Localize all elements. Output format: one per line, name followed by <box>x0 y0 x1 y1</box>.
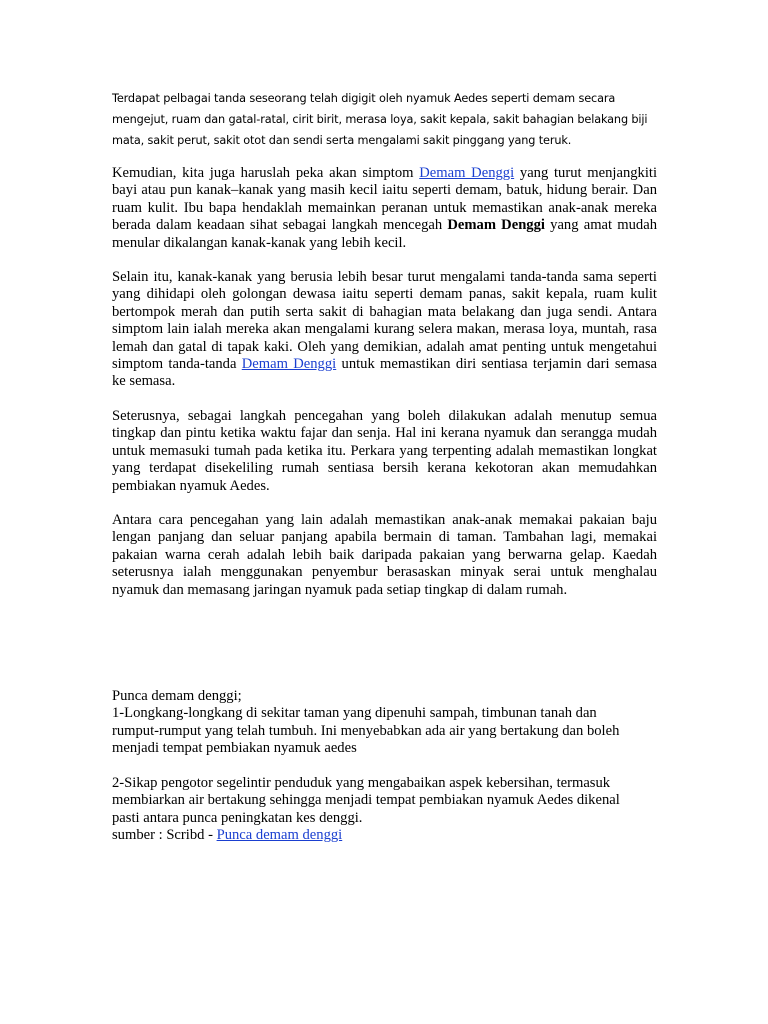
punca-item-2-line-3: pasti antara punca peningkatan kes denggi. <box>112 809 363 826</box>
demam-denggi-link-1[interactable]: Demam Denggi <box>419 165 515 181</box>
paragraph-symptoms-older <box>112 269 657 391</box>
intro-paragraph: Terdapat pelbagai tanda seseorang telah digigit oleh nyamuk Aedes seperti demam secara mengejut, ruam dan gatal-ratal, cirit birit, merasa loya, sakit kepala, sakit bahagian belakang biji mata, sakit perut, sakit otot dan sendi serta mengalami sakit pinggang yang teruk. <box>112 92 648 147</box>
source-link[interactable]: Punca demam denggi <box>216 827 343 844</box>
p1-text-a: Kemudian, kita juga haruslah peka akan simptom <box>112 165 420 181</box>
p1-text-c: yang amat mudah menular dikalangan kanak-kanak yang lebih kecil. <box>112 217 657 251</box>
p2-text-b: untuk memastikan diri sentiasa terjamin dari semasa ke semasa. <box>112 356 657 390</box>
punca-section <box>112 688 657 845</box>
p1-text-b: yang turut menjangkiti bayi atau pun kanak–kanak yang masih kecil iaitu seperti demam, batuk, hidung berair. Dan ruam kulit. Ibu bapa hendaklah memainkan peranan untuk memastikan anak-anak mereka berada dalam keadaan sihat sebagai langkah mencegah <box>112 165 658 234</box>
spacer <box>112 758 657 775</box>
source-line <box>112 827 657 844</box>
punca-item-1-line-2: rumput-rumput yang telah tumbuh. Ini menyebabkan ada air yang bertakung dan boleh <box>112 722 620 739</box>
punca-item-2-line-2: membiarkan air bertakung sehingga menjadi tempat pembiakan nyamuk Aedes dikenal <box>112 792 620 809</box>
paragraph-prevention-2: Antara cara pencegahan yang lain adalah memastikan anak-anak memakai pakaian baju lengan panjang dan seluar panjang apabila bermain di taman. Tambahan lagi, memakai pakaian warna cerah adalah lebih baik daripada pakaian yang berwarna gelap. Kaedah seterusnya ialah menggunakan penyembur berasaskan minyak serai untuk menghalau nyamuk dan memasang jaringan nyamuk pada setiap tingkap di dalam rumah. <box>112 512 657 598</box>
demam-denggi-link-2[interactable]: Demam Denggi <box>241 356 337 373</box>
source-prefix: sumber : Scribd - <box>112 827 217 844</box>
p2-text-a: Selain itu, kanak-kanak yang berusia lebih besar turut mengalami tanda-tanda sama seperti yang dihidapi oleh golongan dewasa iaitu seperti demam panas, sakit kepala, ruam kulit bertompok merah dan putih serta sakit di bahagian mata belakang dan juga sendi. Antara simptom lain ialah mereka akan mengalami kurang selera makan, merasa loya, muntah, rasa lemah dan gatal di tapak kaki. Oleh yang demikian, adalah amat penting untuk mengetahui simptom tanda-tanda <box>112 269 657 373</box>
punca-item-1-line-1: 1-Longkang-longkang di sekitar taman yang dipenuhi sampah, timbunan tanah dan <box>112 705 597 722</box>
paragraph-prevention-1: Seterusnya, sebagai langkah pencegahan yang boleh dilakukan adalah menutup semua tingkap dan pintu ketika waktu fajar dan senja. Hal ini kerana nyamuk dan serangga mudah untuk memasuki tumah pada ketika itu. Perkara yang terpenting adalah memastikan longkat yang terdapat disekeliling rumah sentiasa bersih kerana kekotoran akan memudahkan pembiakan nyamuk Aedes. <box>112 408 657 494</box>
punca-heading: Punca demam denggi; <box>112 688 242 704</box>
punca-item-1-line-3: menjadi tempat pembiakan nyamuk aedes <box>112 740 357 757</box>
punca-item-2-line-1: 2-Sikap pengotor segelintir penduduk yang mengabaikan aspek kebersihan, termasuk <box>112 775 611 792</box>
p1-bold-term: Demam Denggi <box>447 217 545 234</box>
paragraph-symptoms-children <box>112 165 657 252</box>
